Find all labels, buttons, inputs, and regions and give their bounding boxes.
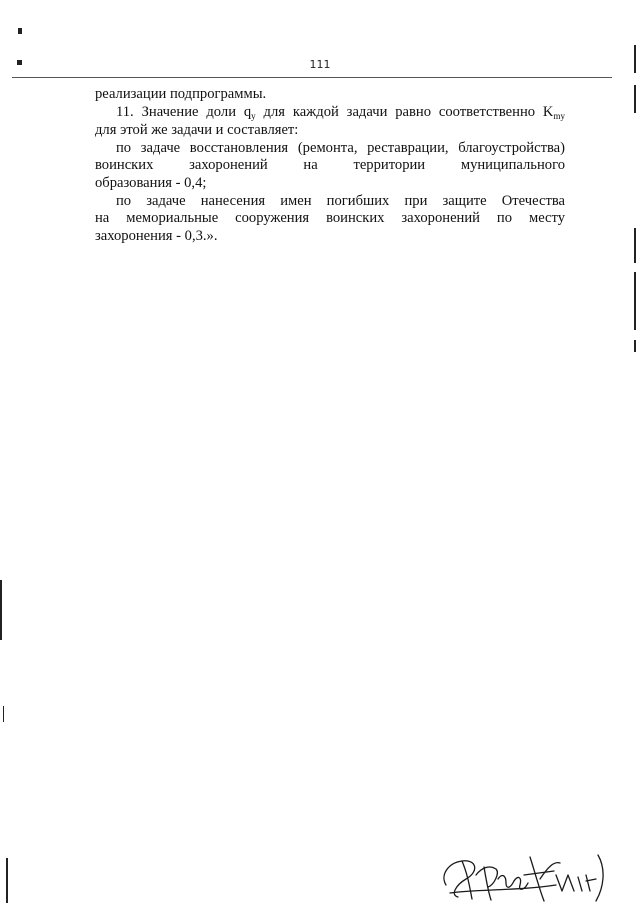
task-1-line-1: по задаче восстановления (ремонта, реставрации, благоустройства): [116, 139, 565, 156]
item-11-tail: для этой же задачи и составляет:: [95, 122, 299, 139]
item-11-text-middle: для каждой задачи равно соответственно K: [255, 103, 554, 120]
scan-mark-left-3: [6, 858, 8, 903]
handwritten-signature: [436, 845, 606, 905]
scan-mark-right-5: [634, 340, 636, 352]
header-rule: [12, 77, 612, 78]
item-11-text-start: 11. Значение доли q: [116, 103, 252, 120]
scan-mark-left-1: [0, 580, 2, 640]
task-1-line-3: образования - 0,4;: [95, 174, 207, 191]
scan-mark-left-2: [3, 706, 4, 722]
page-number: 111: [309, 58, 331, 71]
scan-mark-top-left: [18, 28, 22, 34]
task-1-line-2: воинских захоронений на территории муниципального: [95, 157, 565, 174]
paragraph-item-11: [95, 104, 565, 123]
task-2-line-1: по задаче нанесения имен погибших при защите Отечества: [116, 192, 565, 209]
scan-mark-right-2: [634, 85, 636, 113]
scan-mark-right-3: [634, 228, 636, 263]
document-body: [95, 86, 565, 245]
k-subscript: mу: [553, 110, 565, 121]
task-2-line-3: захоронения - 0,3.».: [95, 227, 218, 244]
task-2-line-2: на мемориальные сооружения воинских захоронений по месту: [95, 210, 565, 227]
paragraph-continuation: реализации подпрограммы.: [95, 86, 267, 102]
scan-mark-right-4: [634, 272, 636, 330]
q-subscript: у: [251, 110, 256, 121]
